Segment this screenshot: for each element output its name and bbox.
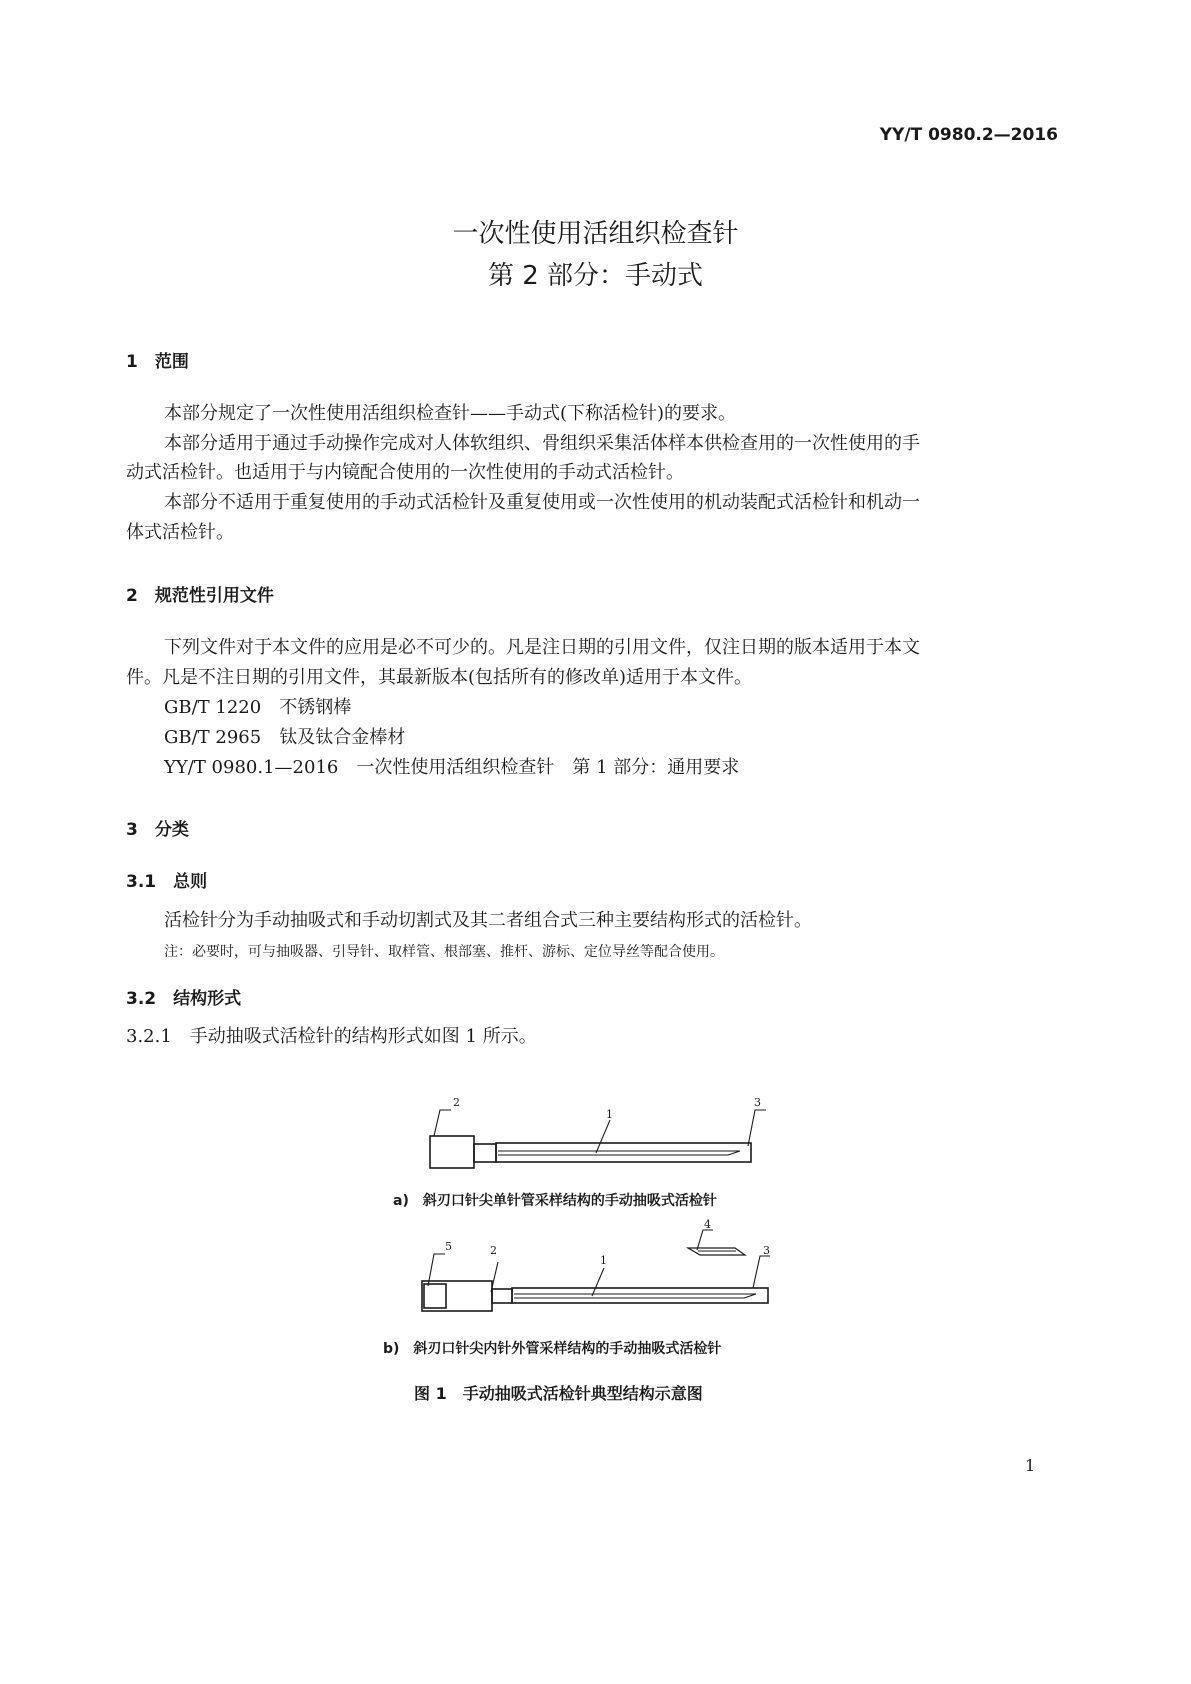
- clause-3-2-1: 3.2.1 手动抽吸式活检针的结构形式如图 1 所示。: [126, 1026, 537, 1047]
- needle-b-hub: [492, 1289, 512, 1303]
- paragraph: 体式活检针。: [126, 522, 234, 543]
- paragraph: 下列文件对于本文件的应用是必不可少的。凡是注日期的引用文件，仅注日期的版本适用于本文: [164, 637, 920, 658]
- needle-a-handle: [430, 1136, 474, 1168]
- figure-1-diagram: [0, 1080, 1191, 1380]
- paragraph: 本部分适用于通过手动操作完成对人体软组织、骨组织采集活体样本供检查用的一次性使用的手: [164, 433, 920, 454]
- needle-b-tube: [512, 1288, 768, 1303]
- subsection-heading-general: 3.1 总则: [126, 872, 208, 892]
- needle-b-handle: [422, 1281, 492, 1311]
- figure-caption-b: b) 斜刃口针尖内针外管采样结构的手动抽吸式活检针: [383, 1341, 722, 1357]
- reference-item: YY/T 0980.1—2016 一次性使用活组织检查针 第 1 部分：通用要求: [164, 757, 740, 778]
- leader-b-1: [592, 1268, 604, 1296]
- subsection-heading-structure: 3.2 结构形式: [126, 989, 242, 1009]
- leader-a-3: [748, 1110, 766, 1146]
- leader-b-2: [491, 1262, 498, 1292]
- leader-b-3: [753, 1256, 770, 1288]
- leader-a-2: [434, 1110, 451, 1136]
- callout-number: 5: [445, 1240, 452, 1253]
- note: 注：必要时，可与抽吸器、引导针、取样管、根部塞、推杆、游标、定位导丝等配合使用。: [164, 944, 724, 960]
- section-heading-classification: 3 分类: [126, 820, 189, 840]
- standard-number: YY/T 0980.2—2016: [879, 125, 1058, 145]
- reference-item: GB/T 1220 不锈钢棒: [164, 697, 352, 718]
- paragraph: 动式活检针。也适用于与内镜配合使用的一次性使用的手动式活检针。: [126, 462, 684, 483]
- doc-subtitle: 第 2 部分：手动式: [487, 261, 704, 291]
- callout-number: 1: [600, 1254, 607, 1267]
- callout-number: 2: [453, 1096, 460, 1109]
- callout-number: 1: [606, 1108, 613, 1121]
- needle-a-cannula: [496, 1143, 751, 1162]
- needle-b-plug: [424, 1284, 446, 1308]
- section-heading-scope: 1 范围: [126, 352, 189, 372]
- doc-title: 一次性使用活组织检查针: [452, 219, 739, 249]
- callout-number: 2: [490, 1244, 497, 1257]
- paragraph: 件。凡是不注日期的引用文件，其最新版本(包括所有的修改单)适用于本文件。: [126, 667, 753, 688]
- paragraph: 本部分不适用于重复使用的手动式活检针及重复使用或一次性使用的机动装配式活检针和机动一: [164, 492, 920, 513]
- page-number: 1: [1025, 1456, 1036, 1475]
- figure-title: 图 1 手动抽吸式活检针典型结构示意图: [414, 1384, 703, 1403]
- leader-b-4: [697, 1230, 713, 1250]
- callout-number: 3: [763, 1244, 770, 1257]
- needle-a-hub: [474, 1144, 496, 1162]
- paragraph: 本部分规定了一次性使用活组织检查针——手动式(下称活检针)的要求。: [164, 403, 737, 424]
- leader-a-1: [596, 1120, 610, 1153]
- paragraph: 活检针分为手动抽吸式和手动切割式及其二者组合式三种主要结构形式的活检针。: [164, 910, 812, 931]
- reference-item: GB/T 2965 钛及钛合金棒材: [164, 727, 406, 748]
- callout-number: 3: [754, 1096, 761, 1109]
- section-heading-normative-references: 2 规范性引用文件: [126, 586, 274, 606]
- figure-caption-a: a) 斜刃口针尖单针管采样结构的手动抽吸式活检针: [393, 1193, 717, 1209]
- callout-number: 4: [704, 1218, 711, 1231]
